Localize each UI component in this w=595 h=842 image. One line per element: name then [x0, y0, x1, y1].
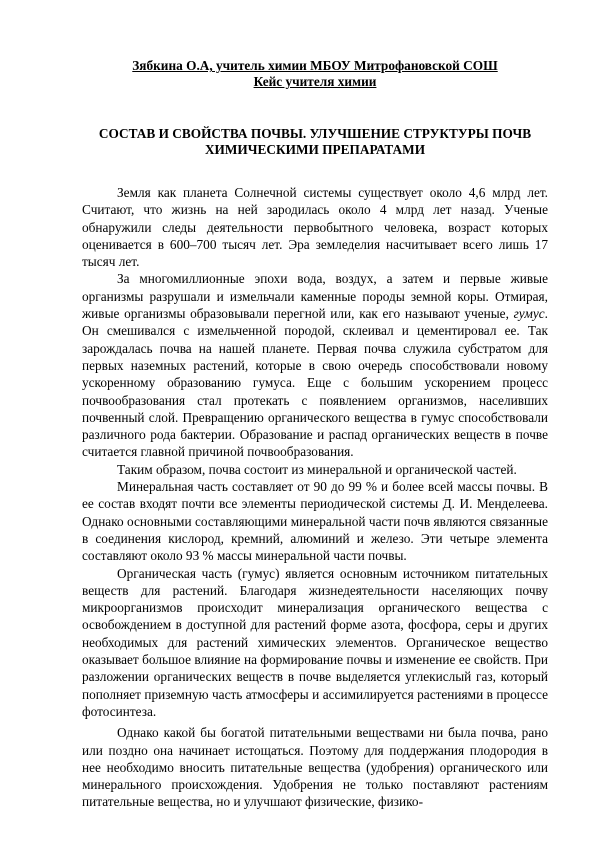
- article-title: СОСТАВ И СВОЙСТВА ПОЧВЫ. УЛУЧШЕНИЕ СТРУКТУРЫ ПОЧВ ХИМИЧЕСКИМИ ПРЕПАРАТАМИ: [98, 126, 532, 157]
- paragraph-5: Органическая часть (гумус) является основным источником питательных веществ для растений. Благодаря жизнедеятельности населяющих почву микроорганизмов происходит минерализация органического вещества с освобождением в доступной для растений форме азота, фосфора, серы и других необходимых для растений химических элементов. Органическое вещество оказывает большое влияние на формирование почвы и изменение ее свойств. При разложении органических веществ в почве выделяется углекислый газ, который пополняет приземную часть атмосферы и ассимилируется растениями в процессе фотосинтеза.: [82, 565, 548, 719]
- paragraph-4: Минеральная часть составляет от 90 до 99 % и более всей массы почвы. В ее состав входят почти все элементы периодической системы Д. И. Менделеева. Однако основными составляющими минеральной части почв являются связанные в соединения кислород, кремний, алюминий и железо. Эти четыре элемента составляют около 93 % массы минеральной части почвы.: [82, 479, 548, 564]
- subtitle-line: Кейс учителя химии: [253, 74, 377, 89]
- paragraph-1: Земля как планета Солнечной системы существует около 4,6 млрд лет. Считают, что жизнь на ней зародилась около 4 млрд лет назад. Ученые обнаружили следы деятельности первобытного человека, возраст которых оценивается в 600–700 тысяч лет. Эра земледелия насчитывает всего лишь 17 тысяч лет.: [82, 185, 548, 270]
- paragraph-2: [82, 270, 548, 460]
- author-line: Зябкина О.А, учитель химии МБОУ Митрофановской СОШ: [132, 58, 498, 73]
- paragraph-3: Таким образом, почва состоит из минеральной и органической частей.: [117, 461, 517, 477]
- paragraph-2-part-b: . Он смешивался с измельченной породой, склеивал и цементировал ее. Так зарождалась почва на нашей планете. Первая почва служила субстратом для первых наземных растений, которые в свою очередь способствовали новому ускоренному образованию гумуса. Еще с большим ускорением процесс почвообразования стал протекать с появлением организмов, населивших почвенный слой. Превращению органического вещества в гумус способствовали различного рода бактерии. Образование и распад органических веществ в почве считается главной причиной почвообразования.: [82, 306, 548, 460]
- paragraph-2-term: гумус: [513, 306, 545, 322]
- paragraph-6: Однако какой бы богатой питательными веществами ни была почва, рано или поздно она начинает истощаться. Поэтому для поддержания плодородия в нее необходимо вносить питательные вещества (удобрения) органического или минерального происхождения. Удобрения не только поставляют растениям питательные вещества, но и улучшают физические, физико-: [82, 725, 548, 810]
- paragraph-2-part-a: За многомиллионные эпохи вода, воздух, а затем и первые живые организмы разрушали и измельчали каменные породы земной коры. Отмирая, живые организмы образовывали перегной или, как его называют ученые,: [82, 271, 548, 322]
